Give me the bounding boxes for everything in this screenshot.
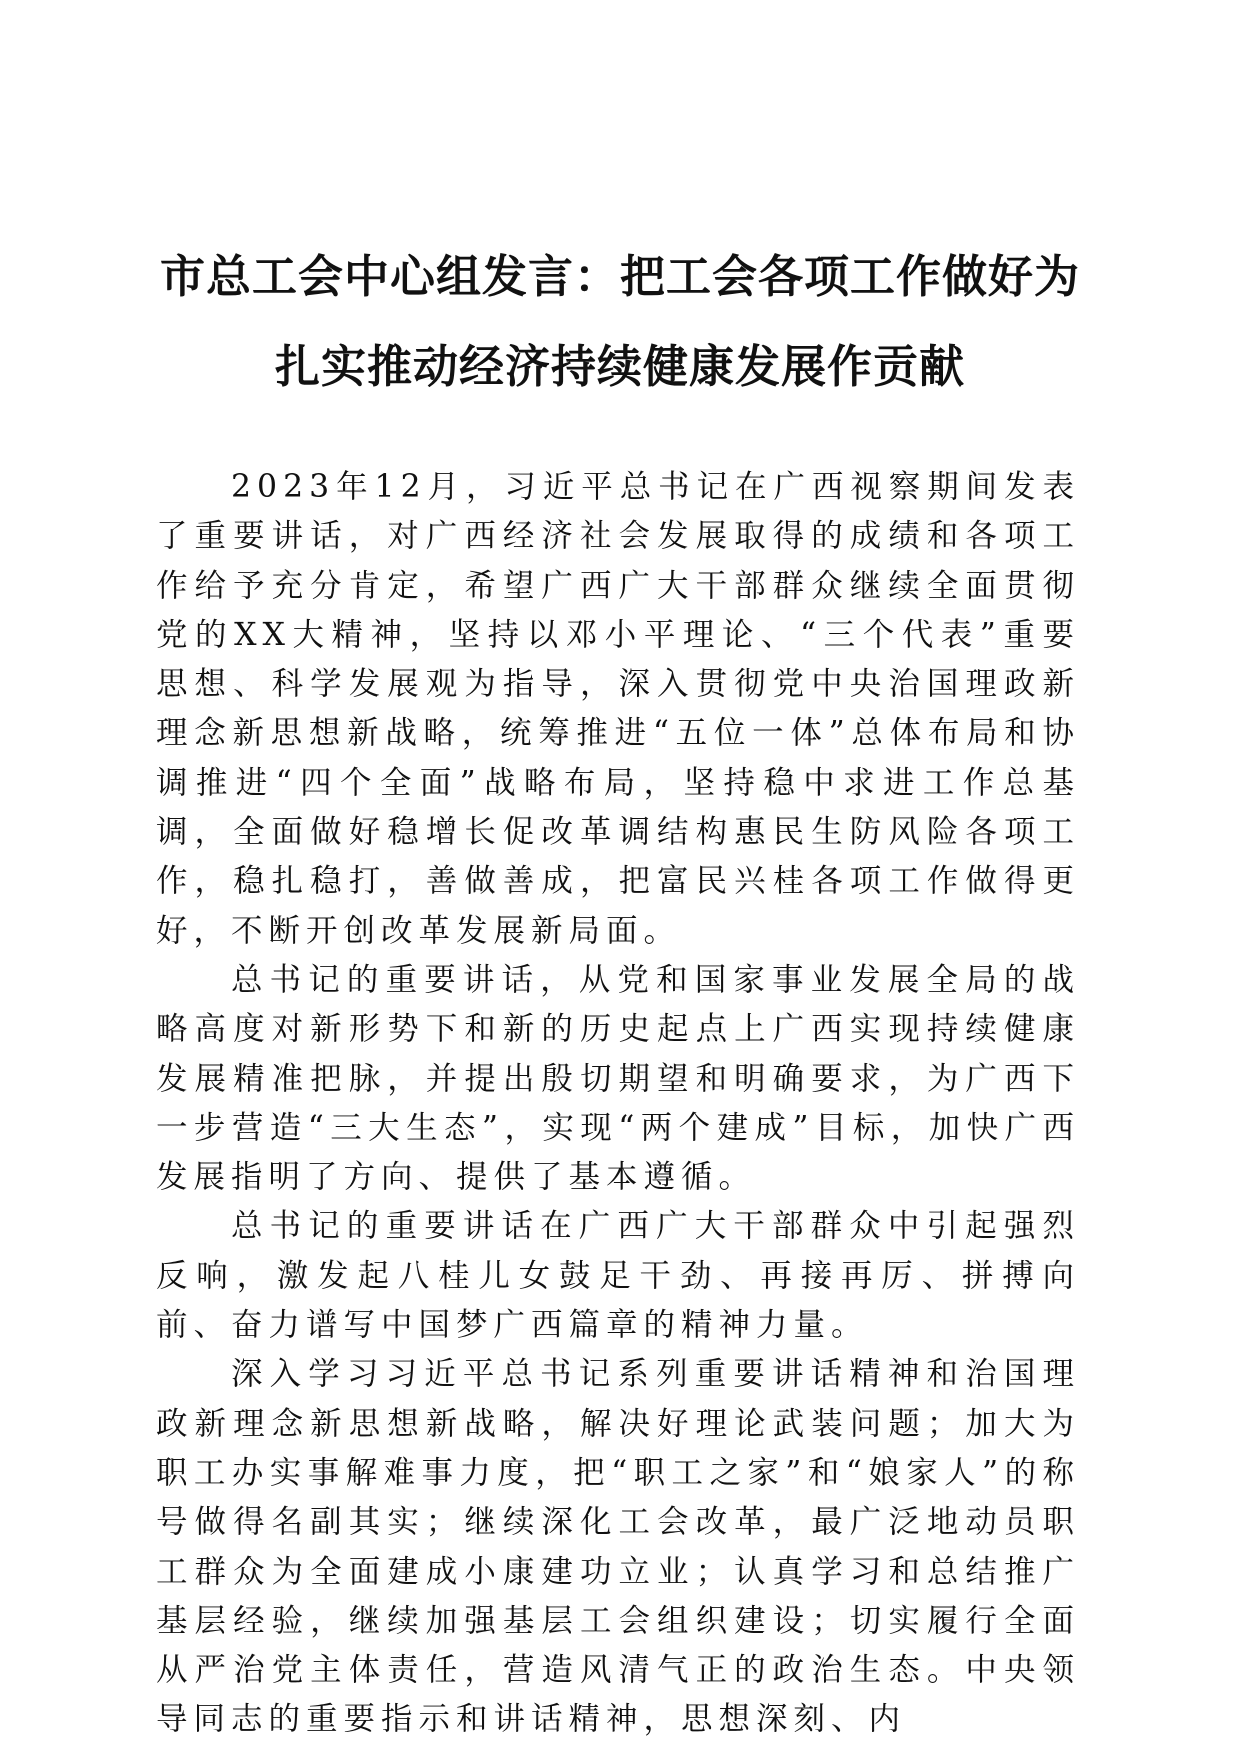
- title-line-1: 市总工会中心组发言：把工会各项工作做好为: [159, 250, 1080, 303]
- title-line-2: 扎实推动经济持续健康发展作贡献: [274, 340, 965, 393]
- paragraph-1: 2023年12月，习近平总书记在广西视察期间发表了重要讲话，对广西经济社会发展取得的成绩和各项工作给予充分肯定，希望广西广大干部群众继续全面贯彻党的XX大精神，坚持以邓小平理论、“三个代表”重要思想、科学发展观为指导，深入贯彻党中央治国理政新理念新思想新战略，统筹推进“五位一体”总体布局和协调推进“四个全面”战略布局，坚持稳中求进工作总基调，全面做好稳增长促改革调结构惠民生防风险各项工作，稳扎稳打，善做善成，把富民兴桂各项工作做得更好，不断开创改革发展新局面。: [156, 469, 1080, 949]
- document-title: [150, 232, 1090, 412]
- document-body: [156, 463, 1080, 1745]
- paragraph-3: 总书记的重要讲话在广西广大干部群众中引起强烈反响，激发起八桂儿女鼓足干劲、再接再厉、拼搏向前、奋力谱写中国梦广西篇章的精神力量。: [156, 1208, 1080, 1344]
- paragraph-4: 深入学习习近平总书记系列重要讲话精神和治国理政新理念新思想新战略，解决好理论武装问题；加大为职工办实事解难事力度，把“职工之家”和“娘家人”的称号做得名副其实；继续深化工会改革，最广泛地动员职工群众为全面建成小康建功立业；认真学习和总结推广基层经验，继续加强基层工会组织建设；切实履行全面从严治党主体责任，营造风清气正的政治生态。中央领导同志的重要指示和讲话精神，思想深刻、内: [156, 1356, 1080, 1738]
- paragraph-2: 总书记的重要讲话，从党和国家事业发展全局的战略高度对新形势下和新的历史起点上广西实现持续健康发展精准把脉，并提出殷切期望和明确要求，为广西下一步营造“三大生态”，实现“两个建成”目标，加快广西发展指明了方向、提供了基本遵循。: [156, 961, 1080, 1196]
